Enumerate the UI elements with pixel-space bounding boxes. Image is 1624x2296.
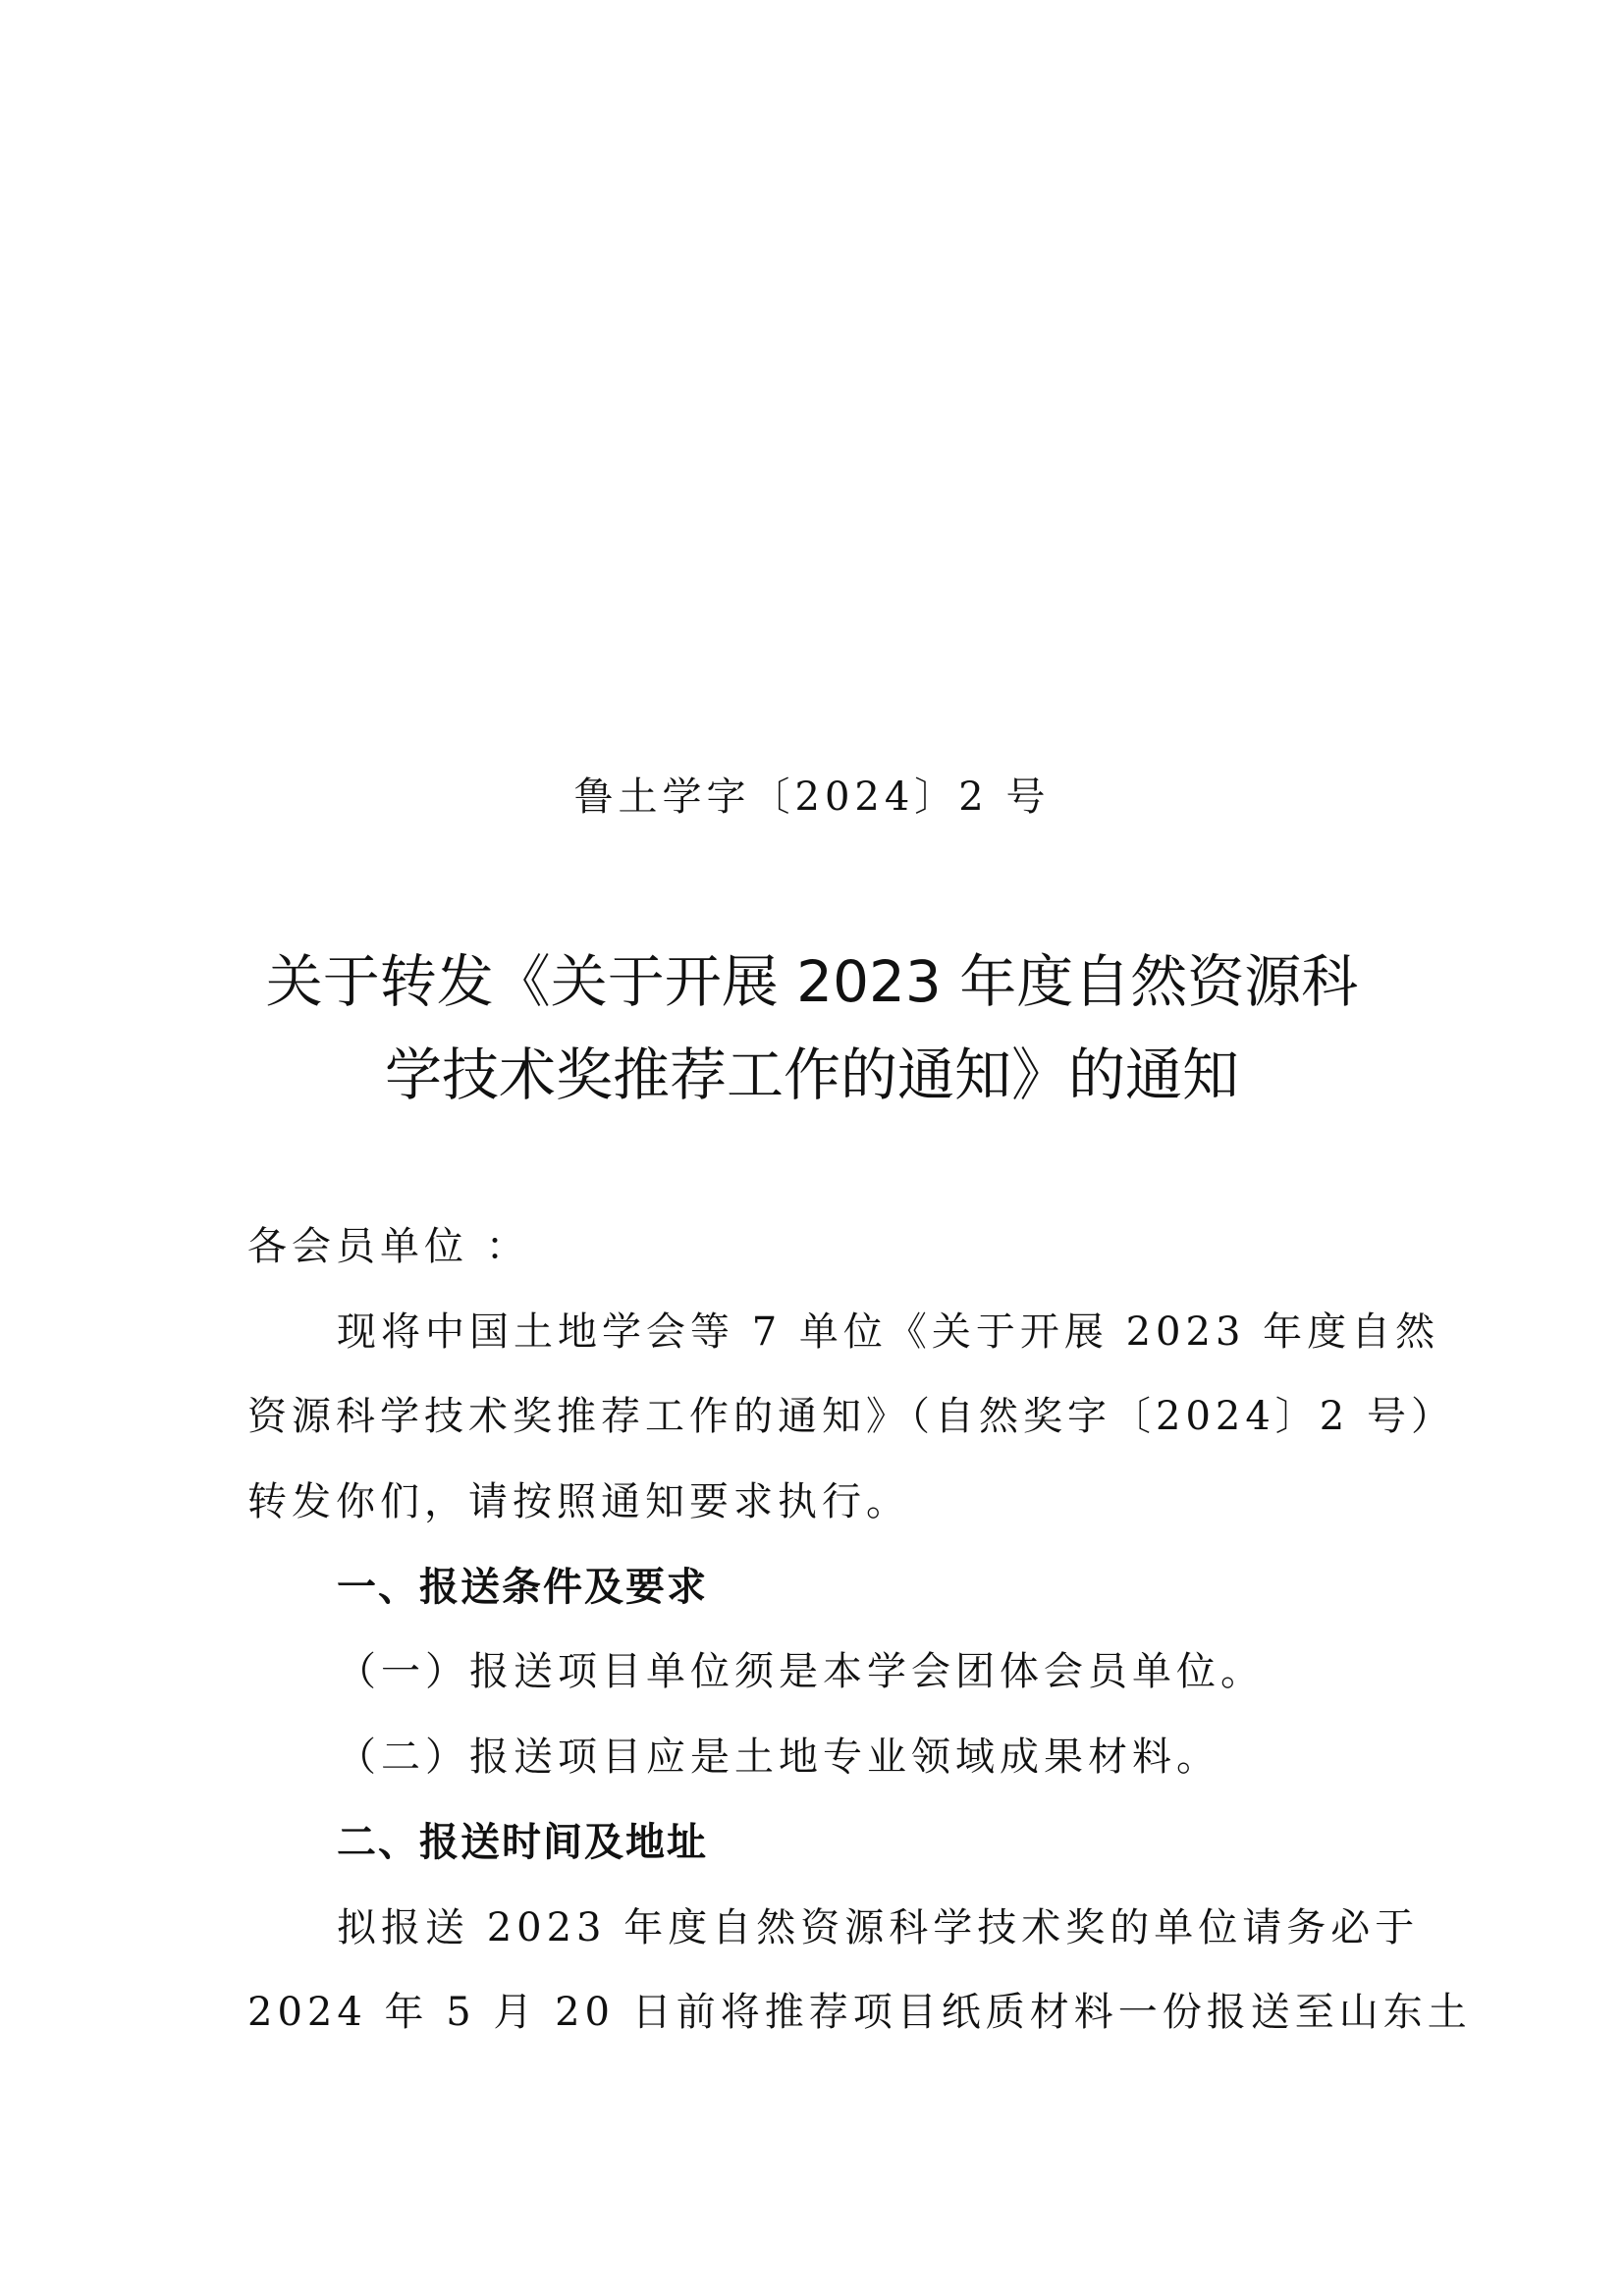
document-title-line-1: 关于转发《关于开展 2023 年度自然资源科 [265, 948, 1359, 1015]
section-2-heading: 二、报送时间及地址 [337, 1820, 708, 1865]
salutation: 各会员单位 ： [247, 1224, 530, 1269]
paragraph-2-line-2: 2024 年 5 月 20 日前将推荐项目纸质材料一份报送至山东土 [247, 1990, 1472, 2035]
section-1-heading: 一、报送条件及要求 [337, 1565, 708, 1610]
paragraph-1-line-1: 现将中国土地学会等 7 单位《关于开展 2023 年度自然 [337, 1309, 1440, 1355]
document-number: 鲁土学字〔2024〕2 号 [573, 774, 1051, 820]
paragraph-1-line-2: 资源科学技术奖推荐工作的通知》（自然奖字〔2024〕2 号） [247, 1394, 1455, 1439]
paragraph-1-line-3: 转发你们，请按照通知要求执行。 [247, 1479, 910, 1524]
item-1: （一）报送项目单位须是本学会团体会员单位。 [337, 1649, 1265, 1694]
paragraph-2-line-1: 拟报送 2023 年度自然资源科学技术奖的单位请务必于 [337, 1905, 1420, 1950]
item-2: （二）报送项目应是土地专业领域成果材料。 [337, 1735, 1220, 1780]
document-title-line-2: 学技术奖推荐工作的通知》的通知 [384, 1041, 1239, 1108]
